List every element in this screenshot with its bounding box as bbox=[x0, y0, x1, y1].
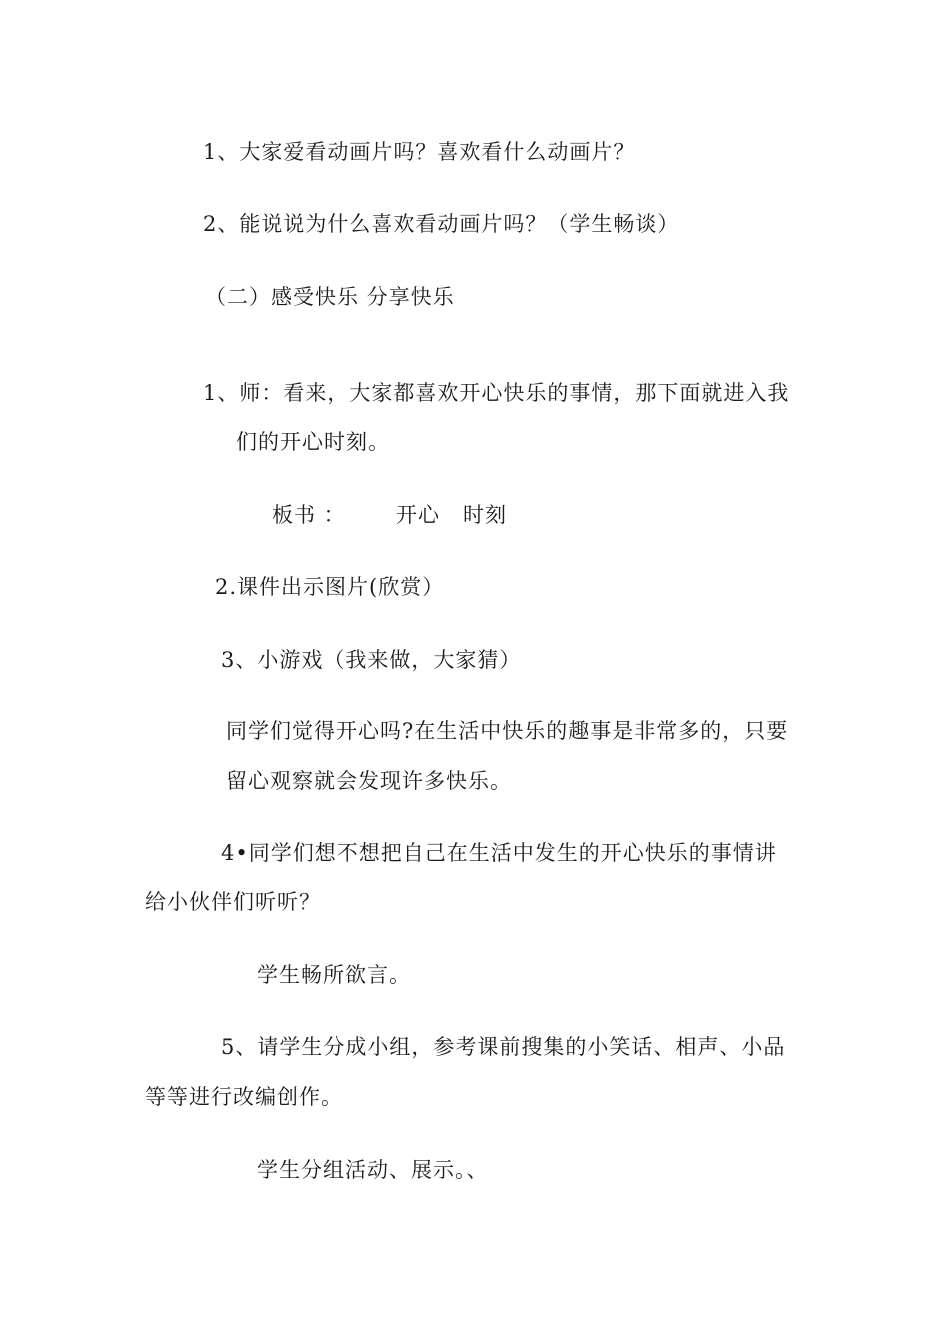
paragraph-1-line-2: 们的开心时刻。 bbox=[236, 430, 390, 454]
section-heading: （二）感受快乐 分享快乐 bbox=[205, 285, 455, 309]
item-4-line-2: 给小伙伴们听听？ bbox=[145, 890, 321, 914]
item-5-line-1: 5、请学生分成小组，参考课前搜集的小笑话、相声、小品 bbox=[221, 1035, 786, 1059]
item-2-line: 2.课件出示图片(欣赏） bbox=[215, 575, 445, 599]
board-word-2: 时刻 bbox=[463, 503, 507, 527]
group-activity-line: 学生分组活动、展示。、 bbox=[257, 1158, 489, 1182]
question-2-line: 2、能说说为什么喜欢看动画片吗？（学生畅谈） bbox=[203, 212, 680, 236]
item-5-line-2: 等等进行改编创作。 bbox=[145, 1085, 343, 1109]
student-response-line: 学生畅所欲言。 bbox=[257, 963, 411, 987]
paragraph-2-line-2: 留心观察就会发现许多快乐。 bbox=[226, 769, 512, 793]
paragraph-2-line-1: 同学们觉得开心吗?在生活中快乐的趣事是非常多的，只要 bbox=[226, 719, 789, 743]
item-4-line-1: 4•同学们想不想把自己在生活中发生的开心快乐的事情讲 bbox=[221, 841, 777, 865]
paragraph-1-line-1: 1、师：看来，大家都喜欢开心快乐的事情，那下面就进入我 bbox=[203, 381, 790, 405]
board-label: 板书 ： bbox=[272, 503, 346, 527]
question-1-line: 1、大家爱看动画片吗？喜欢看什么动画片？ bbox=[203, 140, 636, 164]
board-word-1: 开心 bbox=[396, 503, 440, 527]
item-3-line: 3、小游戏（我来做，大家猜） bbox=[221, 648, 522, 672]
